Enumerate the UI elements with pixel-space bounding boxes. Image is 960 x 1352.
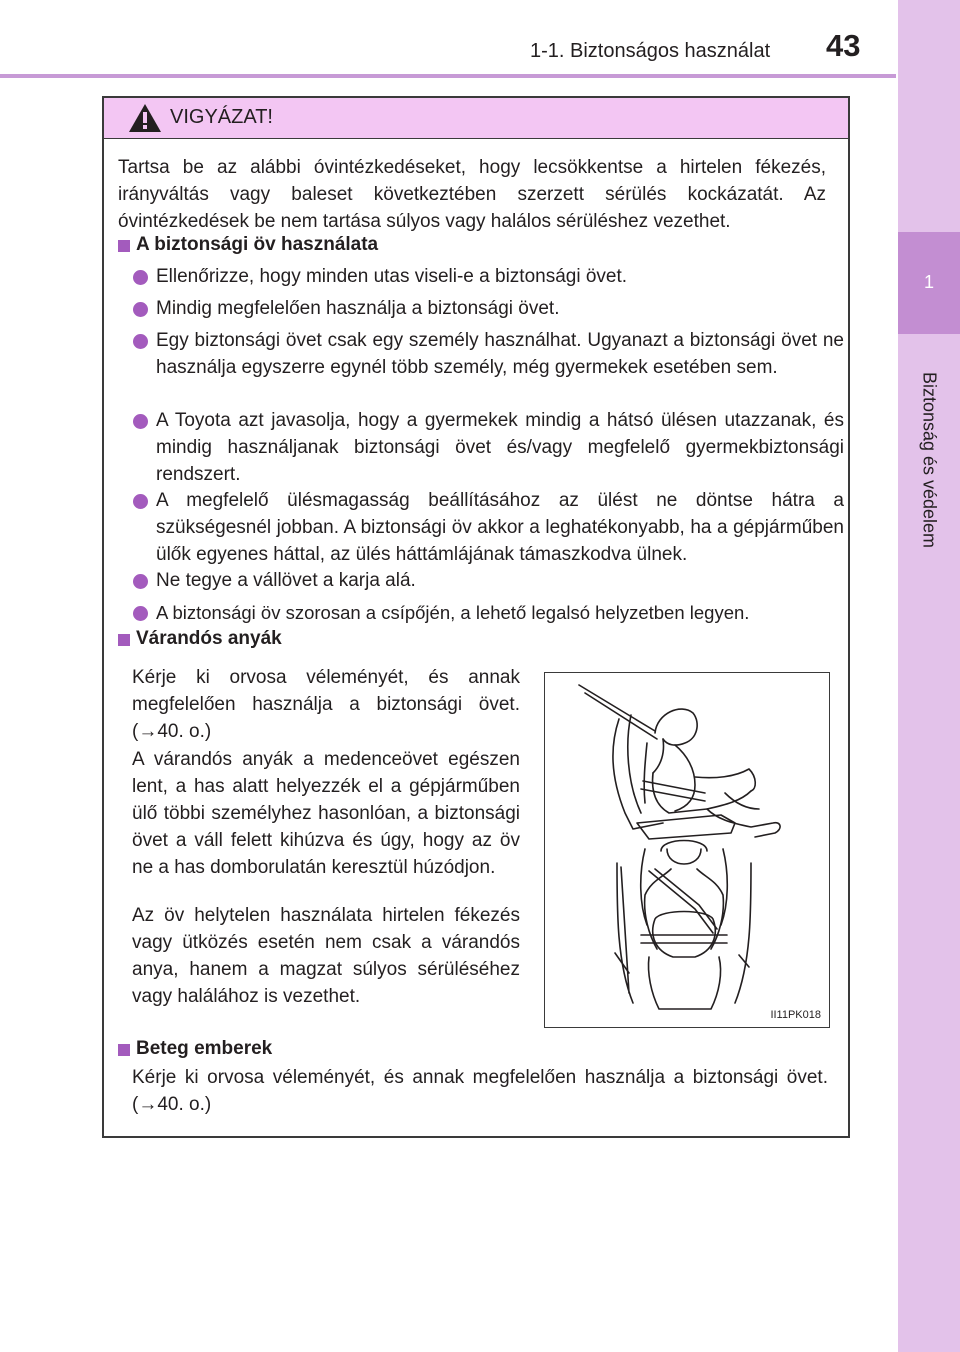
seatbelt-illustration [544,672,830,1028]
bullet-dot [133,574,148,589]
running-header-section: 1-1. Biztonságos használat [530,40,771,62]
chapter-number-tab [898,232,960,334]
bullet-item: A Toyota azt javasolja, hogy a gyermekek mindig a hátsó ülésen utazzanak, és mindig használjanak biztonsági övet és/vagy megfelelő gyermekbiztonsági rendszert. [156,410,844,485]
caution-title: VIGYÁZAT! [170,106,273,128]
page-number: 43 [826,28,861,63]
header-rule [0,74,896,78]
chapter-title: Biztonság és védelem [919,371,940,549]
bullet-item: A biztonsági öv szorosan a csípőjén, a lehető legalsó helyzetben legyen. [156,602,750,623]
bullet-item: Egy biztonsági övet csak egy személy használhat. Ugyanazt a biztonsági övet ne használja egyszerre egynél több személy, még gyermekek esetében sem. [156,330,844,378]
figure-code: II11PK018 [770,1009,821,1021]
bullet-dot [133,334,148,349]
warning-icon [128,102,162,134]
chapter-number: 1 [923,272,934,292]
bullet-item: Ne tegye a vállövet a karja alá. [156,570,416,591]
bullet-dot [133,302,148,317]
bullet-item: Mindig megfelelően használja a biztonsági övet. [156,298,560,319]
side-tab-top [898,0,960,232]
sick-paragraph: Kérje ki orvosa véleményét, és annak megfelelően használja a biztonsági övet. (→40. o.) [132,1067,828,1115]
section-heading-seatbelt: A biztonsági öv használata [136,234,379,255]
section-marker [118,240,130,252]
bullet-item: Ellenőrizze, hogy minden utas viseli-e a biztonsági övet. [156,266,628,287]
bullet-dot [133,494,148,509]
section-marker [118,1044,130,1056]
bullet-dot [133,270,148,285]
pregnant-paragraph-1: Kérje ki orvosa véleményét, és annak megfelelően használja a biztonsági övet. (→40. o.) [132,667,520,742]
bullet-dot [133,606,148,621]
section-heading-pregnant: Várandós anyák [136,628,282,649]
pregnant-paragraph-3: Az öv helytelen használata hirtelen fékezés vagy ütközés esetén nem csak a várandós anya, hanem a magzat súlyos sérüléséhez vagy halálához is vezethet. [132,905,520,1007]
pregnant-woman-seatbelt-illustration [545,673,829,1027]
caution-box [102,96,850,1138]
caution-header [104,98,848,139]
section-marker [118,634,130,646]
pregnant-paragraph-2: A várandós anyák a medenceövet egészen lent, a has alatt helyezzék el a gépjárműben ülő többi személyhez hasonlóan, a biztonsági övet a váll felett kihúzva és úgy, hogy az öv ne a has domborulatán keresztül húzódjon. [132,749,520,878]
bullet-dot [133,414,148,429]
caution-intro: Tartsa be az alábbi óvintézkedéseket, hogy lecsökkentse a hirtelen fékezés, irányváltás vagy baleset következtében szerzett sérülés kockázatát. Az óvintézkedések be nem tartása súlyos vagy halálos sérüléshez vezethet. [118,157,826,232]
bullet-item: A megfelelő ülésmagasság beállításához az ülést ne döntse hátra a szükségesnél jobban. A biztonsági öv akkor a leghatékonyabb, ha a gépjárműben ülők egyenes háttal, az ülés háttámlájának támaszkodva ülnek. [156,490,844,565]
section-heading-sick: Beteg emberek [136,1038,273,1059]
